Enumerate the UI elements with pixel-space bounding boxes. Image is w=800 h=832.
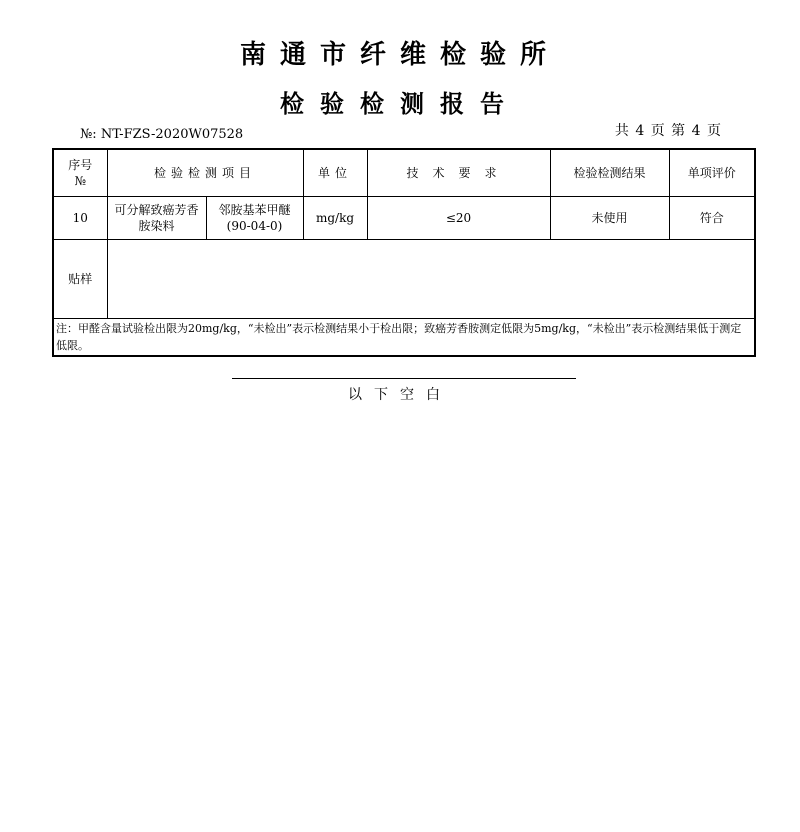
- cell-unit: mg/kg: [303, 197, 367, 240]
- header-unit: 单位: [303, 149, 367, 197]
- cell-evaluation: 符合: [669, 197, 755, 240]
- table-note: 注：甲醛含量试验检出限为20mg/kg，“未检出”表示检测结果小于检出限；致癌芳香胺测定低限为5mg/kg，“未检出”表示检测结果低于测定低限。: [53, 319, 755, 357]
- table-row: [53, 197, 755, 240]
- sample-area: [107, 240, 755, 319]
- page-info: 共 4 页 第 4 页: [614, 123, 722, 139]
- cell-result: 未使用: [550, 197, 669, 240]
- org-name: 南通市纤维检验所: [239, 40, 560, 70]
- sample-label: 贴样: [53, 240, 107, 319]
- header-requirement: 技术要求: [367, 149, 550, 197]
- note-row: [53, 319, 755, 357]
- cell-seq: 10: [53, 197, 107, 240]
- sample-row: [53, 240, 755, 319]
- report-number: №: NT-FZS-2020W07528: [80, 127, 244, 142]
- header-item: 检验检测项目: [107, 149, 303, 197]
- report-title: 检验检测报告: [280, 89, 520, 118]
- end-divider: [232, 378, 576, 379]
- cell-item-category: 可分解致癌芳香胺染料: [107, 197, 206, 240]
- table-header-row: [53, 149, 755, 197]
- report-table: [52, 148, 756, 357]
- header-evaluation: 单项评价: [669, 149, 755, 197]
- cell-item-name: 邻胺基苯甲醚 (90-04-0): [206, 197, 303, 240]
- header-result: 检验检测结果: [550, 149, 669, 197]
- header-seq: 序号 №: [53, 149, 107, 197]
- cell-requirement: ≤20: [367, 197, 550, 240]
- blank-below-text: 以下空白: [348, 387, 452, 403]
